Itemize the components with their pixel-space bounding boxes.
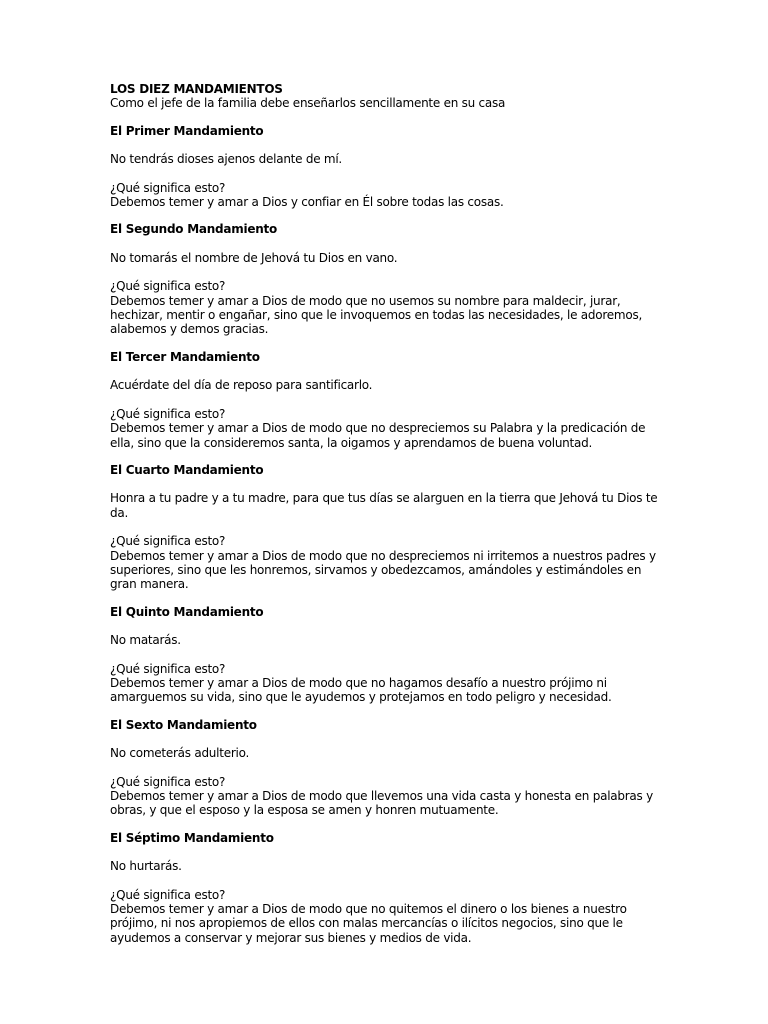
commandment-section-5 xyxy=(110,605,660,705)
commandment-section-4 xyxy=(110,463,660,592)
commandment-section-7 xyxy=(110,831,660,945)
document-title: LOS DIEZ MANDAMIENTOS xyxy=(110,82,283,96)
commandment-text: No cometerás adulterio. xyxy=(110,746,250,761)
commandment-section-1 xyxy=(110,124,660,210)
commandment-text: No hurtarás. xyxy=(110,859,182,874)
commandment-answer: Debemos temer y amar a Dios de modo que no despreciemos ni irritemos a nuestros padres y superiores, sino que les honremos, sirvamos y obedezcamos, amándoles y estimándoles en gran manera. xyxy=(110,548,656,592)
commandment-section-2 xyxy=(110,222,660,336)
commandment-question: ¿Qué significa esto? xyxy=(110,887,226,902)
commandment-heading: El Primer Mandamiento xyxy=(110,123,264,138)
commandment-text: Honra a tu padre y a tu madre, para que tus días se alarguen en la tierra que Jehová tu Dios te da. xyxy=(110,491,658,520)
commandment-section-6 xyxy=(110,718,660,818)
commandment-question: ¿Qué significa esto? xyxy=(110,774,226,789)
commandment-question: ¿Qué significa esto? xyxy=(110,180,226,195)
commandment-question: ¿Qué significa esto? xyxy=(110,406,226,421)
commandment-heading: El Tercer Mandamiento xyxy=(110,349,260,364)
commandment-text: Acuérdate del día de reposo para santificarlo. xyxy=(110,378,373,393)
commandment-heading: El Quinto Mandamiento xyxy=(110,604,264,619)
commandment-question: ¿Qué significa esto? xyxy=(110,279,226,294)
commandment-text: No tomarás el nombre de Jehová tu Dios en vano. xyxy=(110,250,398,265)
commandment-question: ¿Qué significa esto? xyxy=(110,661,226,676)
commandment-text: No tendrás dioses ajenos delante de mí. xyxy=(110,152,342,167)
commandment-heading: El Cuarto Mandamiento xyxy=(110,462,264,477)
commandment-question: ¿Qué significa esto? xyxy=(110,534,226,549)
commandment-section-3 xyxy=(110,350,660,450)
commandment-heading: El Segundo Mandamiento xyxy=(110,222,278,237)
document-page xyxy=(110,82,660,945)
commandment-answer: Debemos temer y amar a Dios de modo que no usemos su nombre para maldecir, jurar, hechizar, mentir o engañar, sino que le invoquemos en todas las necesidades, le adoremos, alabemos y demos gracias. xyxy=(110,293,643,337)
commandment-heading: El Sexto Mandamiento xyxy=(110,717,257,732)
commandment-answer: Debemos temer y amar a Dios y confiar en Él sobre todas las cosas. xyxy=(110,195,504,210)
commandment-answer: Debemos temer y amar a Dios de modo que no hagamos desafío a nuestro prójimo ni amarguemos su vida, sino que le ayudemos y protejamos en todo peligro y necesidad. xyxy=(110,675,612,705)
commandment-answer: Debemos temer y amar a Dios de modo que no quitemos el dinero o los bienes a nuestro prójimo, ni nos apropiemos de ellos con malas mercancías o ilícitos negocios, sino que le ayudemos a conservar y mejorar sus bienes y medios de vida. xyxy=(110,902,627,945)
commandment-answer: Debemos temer y amar a Dios de modo que llevemos una vida casta y honesta en palabras y obras, y que el esposo y la esposa se amen y honren mutuamente. xyxy=(110,789,653,818)
commandment-text: No matarás. xyxy=(110,633,181,648)
document-subtitle: Como el jefe de la familia debe enseñarlos sencillamente en su casa xyxy=(110,96,506,111)
commandment-heading: El Séptimo Mandamiento xyxy=(110,830,274,845)
commandment-answer: Debemos temer y amar a Dios de modo que no despreciemos su Palabra y la predicación de ella, sino que la consideremos santa, la oigamos y aprendamos de buena voluntad. xyxy=(110,421,646,450)
